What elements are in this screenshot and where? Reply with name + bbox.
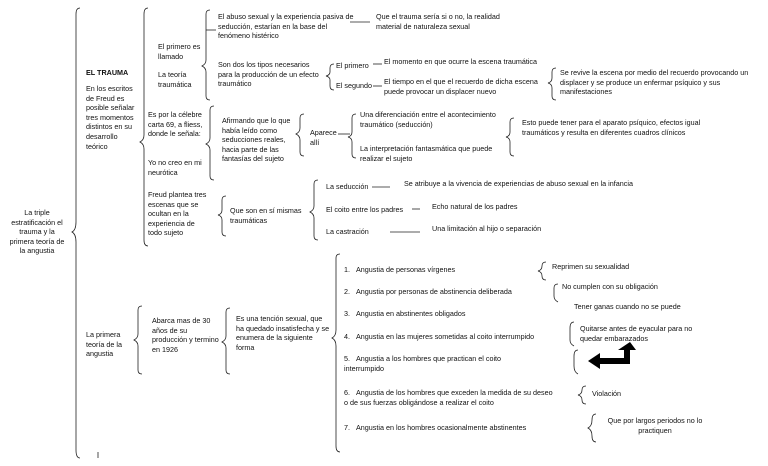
carta-appears: Aparece allí [310, 128, 337, 147]
scene-name-3: La castración [326, 227, 369, 236]
scene-desc-3: Una limitación al hijo o separación [432, 224, 542, 233]
scene-desc-1: Se atribuye a la vivencia de experiencias de abuso sexual en la infancia [404, 179, 633, 188]
theory-segundo-label: El segundo [336, 81, 372, 90]
angustia-item-1: 1. Angustia de personas vírgenes [344, 265, 456, 274]
scenes-label: Freud plantea tres escenas que se ocultan en la experiencia de todo sujeto [148, 190, 207, 238]
trauma-intro: En los escritos de Freud es posible señalar tres momentos distintos en su desarrollo teórico [86, 84, 135, 151]
scene-name-2: El coito entre los padres [326, 205, 404, 214]
scenes-desc: Que son en sí mismas traumáticas [230, 206, 302, 225]
theory-segundo-result: Se revive la escena por medio del recuerdo provocando un displacer y se produce un enfermar psíquico y sus manifestaciones [560, 68, 749, 97]
carta-quote: Yo no creo en mi neurótica [148, 158, 202, 177]
root-label: La triple estratificación el trauma y la primera teoría de la angustia [9, 208, 65, 256]
first-label: El primero es llamado [158, 42, 201, 61]
theory-desc: Son dos los tipos necesarios para la producción de un efecto traumático [218, 60, 319, 89]
note-4: Quitarse antes de eyacular para no quedar embarazados [580, 324, 693, 343]
angustia-item-6: 6. Angustia de los hombres que exceden la medida de su deseo o de sus fuerzas obligándose a realizar el coito [344, 388, 553, 407]
scene-desc-2: Echo natural de los padres [432, 202, 518, 211]
bent-arrow-icon [586, 340, 638, 370]
root-brace [72, 8, 80, 458]
carta-desc: Afirmando que lo que había leído como seducciones reales, hacia parte de las fantasías del sujeto [222, 116, 291, 164]
first-desc: El abuso sexual y la experiencia pasiva de seducción, estarían en la base del fenómeno histérico [218, 12, 354, 41]
angustia-item-3: 3. Angustia en abstinentes obligados [344, 309, 466, 318]
angustia-desc: Es una tención sexual, que ha quedado insatisfecha y se enumera de la siguiente forma [236, 314, 330, 352]
angustia-period: Abarca mas de 30 años de su producción y termino en 1926 [152, 316, 219, 354]
theory-primero-label: El primero [336, 61, 369, 70]
angustia-item-5: 5. Angustia a los hombres que practican el coito interrumpido [344, 354, 502, 373]
note-6: Violación [592, 389, 622, 398]
trauma-title: EL TRAUMA [86, 68, 129, 77]
note-1: Reprimen su sexualidad [552, 262, 630, 271]
theory-segundo-desc: El tiempo en el que el recuerdo de dicha escena puede provocar un displacer nuevo [384, 77, 538, 96]
carta-item-1: Una diferenciación entre el acontecimiento traumático (seducción) [360, 110, 496, 129]
scene-name-1: La seducción [326, 182, 369, 191]
angustia-item-7: 7. Angustia en los hombres ocasionalmente abstinentes [344, 423, 527, 432]
note-3: Tener ganas cuando no se puede [574, 302, 681, 311]
angustia-item-2: 2. Angustia por personas de abstinencia deliberada [344, 287, 512, 296]
angustia-title: La primera teoría de la angustia [86, 330, 122, 359]
carta-label: Es por la célebre carta 69, a fliess, donde le señala: [148, 110, 203, 139]
note-2: No cumplen con su obligación [562, 282, 658, 291]
theory-label: La teoría traumática [158, 70, 192, 89]
angustia-item-4: 4. Angustia en las mujeres sometidas al coito interrumpido [344, 332, 535, 341]
carta-item-2: La interpretación fantasmática que puede realizar el sujeto [360, 144, 493, 163]
note-7: Que por largos periodos no lo practiquen [607, 416, 703, 435]
theory-primero-desc: El momento en que ocurre la escena traumática [384, 57, 538, 66]
first-result: Que el trauma sería si o no, la realidad material de naturaleza sexual [376, 12, 500, 31]
trauma-brace [140, 8, 148, 246]
carta-result: Esto puede tener para el aparato psíquico, efectos igual traumáticos y resulta en diferentes cuadros clínicos [522, 118, 701, 137]
